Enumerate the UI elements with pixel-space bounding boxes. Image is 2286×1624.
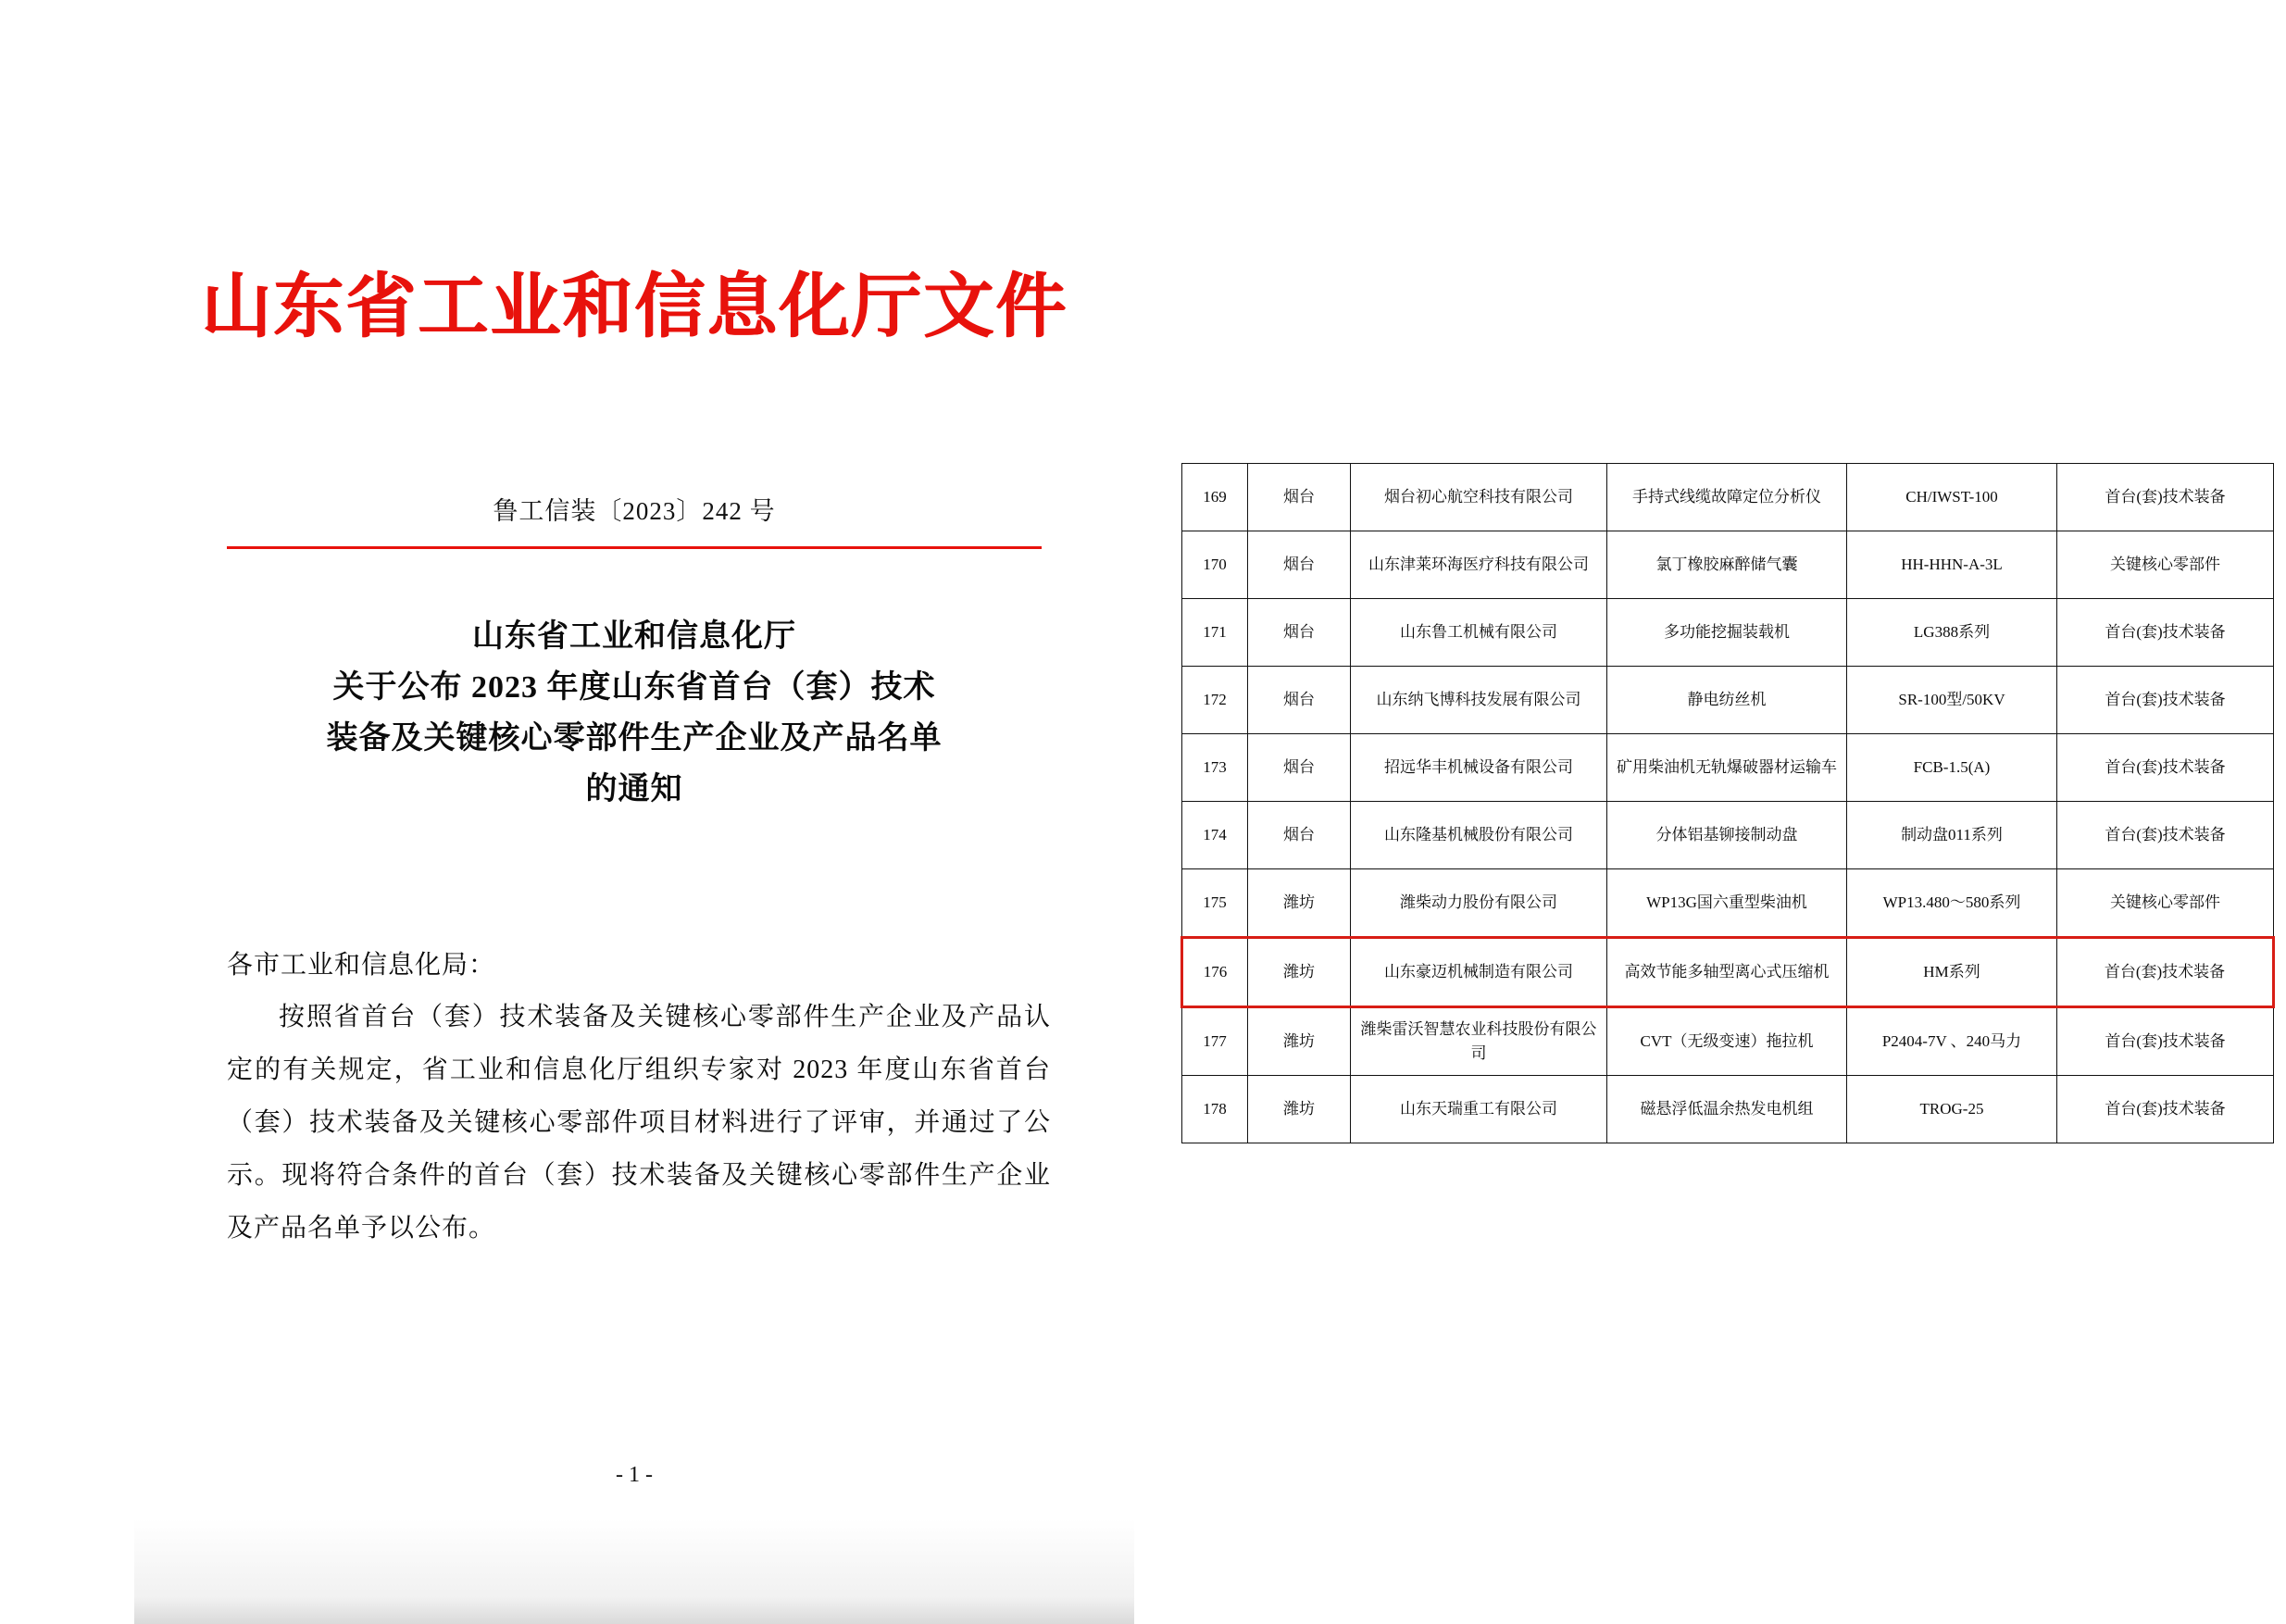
table-row: [1182, 869, 2274, 938]
table-row: [1182, 802, 2274, 869]
document-page: [134, 0, 1134, 1624]
row-product: WP13G国六重型柴油机: [1607, 869, 1847, 938]
listing-table-body: [1182, 464, 2274, 1143]
row-enterprise: 山东津莱环海医疗科技有限公司: [1351, 531, 1607, 599]
body-text: [227, 991, 1051, 1255]
table-row: [1182, 1076, 2274, 1143]
title-line-2: 关于公布 2023 年度山东省首台（套）技术: [332, 670, 936, 705]
row-city: 烟台: [1248, 599, 1351, 667]
row-type: 首台(套)技术装备: [2057, 1076, 2274, 1143]
row-product: 氯丁橡胶麻醉储气囊: [1607, 531, 1847, 599]
row-enterprise: 烟台初心航空科技有限公司: [1351, 464, 1607, 531]
table-row: [1182, 938, 2274, 1007]
salutation: 各市工业和信息化局：: [227, 951, 496, 980]
row-enterprise: 潍柴动力股份有限公司: [1351, 869, 1607, 938]
table-row: [1182, 599, 2274, 667]
row-index: 175: [1182, 869, 1248, 938]
row-index: 170: [1182, 531, 1248, 599]
row-city: 烟台: [1248, 734, 1351, 802]
row-product: CVT（无级变速）拖拉机: [1607, 1007, 1847, 1076]
row-enterprise: 山东隆基机械股份有限公司: [1351, 802, 1607, 869]
red-divider-line: [227, 546, 1042, 549]
page-number: - 1 -: [616, 1463, 653, 1487]
row-model: TROG-25: [1847, 1076, 2057, 1143]
official-red-header: 山东省工业和信息化厅文件: [201, 265, 1068, 347]
row-product: 多功能挖掘装载机: [1607, 599, 1847, 667]
row-model: P2404-7V 、240马力: [1847, 1007, 2057, 1076]
row-model: HH-HHN-A-3L: [1847, 531, 2057, 599]
table-row: [1182, 667, 2274, 734]
row-enterprise: 潍柴雷沃智慧农业科技股份有限公司: [1351, 1007, 1607, 1076]
row-model: WP13.480～580系列: [1847, 869, 2057, 938]
row-model: CH/IWST-100: [1847, 464, 2057, 531]
row-index: 178: [1182, 1076, 1248, 1143]
row-product: 矿用柴油机无轨爆破器材运输车: [1607, 734, 1847, 802]
row-model: HM系列: [1847, 938, 2057, 1007]
row-enterprise: 山东鲁工机械有限公司: [1351, 599, 1607, 667]
row-city: 潍坊: [1248, 869, 1351, 938]
row-product: 高效节能多轴型离心式压缩机: [1607, 938, 1847, 1007]
row-index: 176: [1182, 938, 1248, 1007]
row-index: 174: [1182, 802, 1248, 869]
row-product: 分体铝基铆接制动盘: [1607, 802, 1847, 869]
row-city: 烟台: [1248, 667, 1351, 734]
table-row: [1182, 1007, 2274, 1076]
row-model: 制动盘011系列: [1847, 802, 2057, 869]
row-city: 烟台: [1248, 802, 1351, 869]
row-type: 首台(套)技术装备: [2057, 938, 2274, 1007]
title-line-1: 山东省工业和信息化厅: [472, 619, 796, 654]
row-product: 手持式线缆故障定位分析仪: [1607, 464, 1847, 531]
row-enterprise: 山东天瑞重工有限公司: [1351, 1076, 1607, 1143]
row-model: FCB-1.5(A): [1847, 734, 2057, 802]
table-row: [1182, 531, 2274, 599]
row-type: 首台(套)技术装备: [2057, 802, 2274, 869]
row-index: 171: [1182, 599, 1248, 667]
page-title: [236, 611, 1032, 815]
row-type: 首台(套)技术装备: [2057, 464, 2274, 531]
row-product: 磁悬浮低温余热发电机组: [1607, 1076, 1847, 1143]
row-type: 首台(套)技术装备: [2057, 667, 2274, 734]
document-number: 鲁工信装〔2023〕242 号: [493, 497, 776, 525]
row-city: 潍坊: [1248, 938, 1351, 1007]
row-model: LG388系列: [1847, 599, 2057, 667]
row-product: 静电纺丝机: [1607, 667, 1847, 734]
table-row: [1182, 734, 2274, 802]
row-index: 169: [1182, 464, 1248, 531]
row-index: 172: [1182, 667, 1248, 734]
row-model: SR-100型/50KV: [1847, 667, 2057, 734]
row-city: 烟台: [1248, 464, 1351, 531]
row-type: 关键核心零部件: [2057, 869, 2274, 938]
row-enterprise: 招远华丰机械设备有限公司: [1351, 734, 1607, 802]
row-city: 潍坊: [1248, 1007, 1351, 1076]
table-row: [1182, 464, 2274, 531]
body-paragraph: 按照省首台（套）技术装备及关键核心零部件生产企业及产品认定的有关规定，省工业和信息化厅组织专家对 2023 年度山东省首台（套）技术装备及关键核心零部件项目材料进行了评审，并通过了公示。现将符合条件的首台（套）技术装备及关键核心零部件生产企业及产品名单予以公布。: [227, 1003, 1051, 1243]
title-line-3: 装备及关键核心零部件生产企业及产品名单: [326, 721, 943, 756]
title-line-4: 的通知: [585, 772, 683, 806]
row-type: 关键核心零部件: [2057, 531, 2274, 599]
row-enterprise: 山东纳飞博科技发展有限公司: [1351, 667, 1607, 734]
row-city: 烟台: [1248, 531, 1351, 599]
row-index: 173: [1182, 734, 1248, 802]
listing-table-container: [1180, 463, 2226, 1143]
listing-table: [1180, 463, 2275, 1143]
row-type: 首台(套)技术装备: [2057, 599, 2274, 667]
document-content: [134, 0, 1134, 1624]
row-type: 首台(套)技术装备: [2057, 1007, 2274, 1076]
row-type: 首台(套)技术装备: [2057, 734, 2274, 802]
row-index: 177: [1182, 1007, 1248, 1076]
row-enterprise: 山东豪迈机械制造有限公司: [1351, 938, 1607, 1007]
row-city: 潍坊: [1248, 1076, 1351, 1143]
